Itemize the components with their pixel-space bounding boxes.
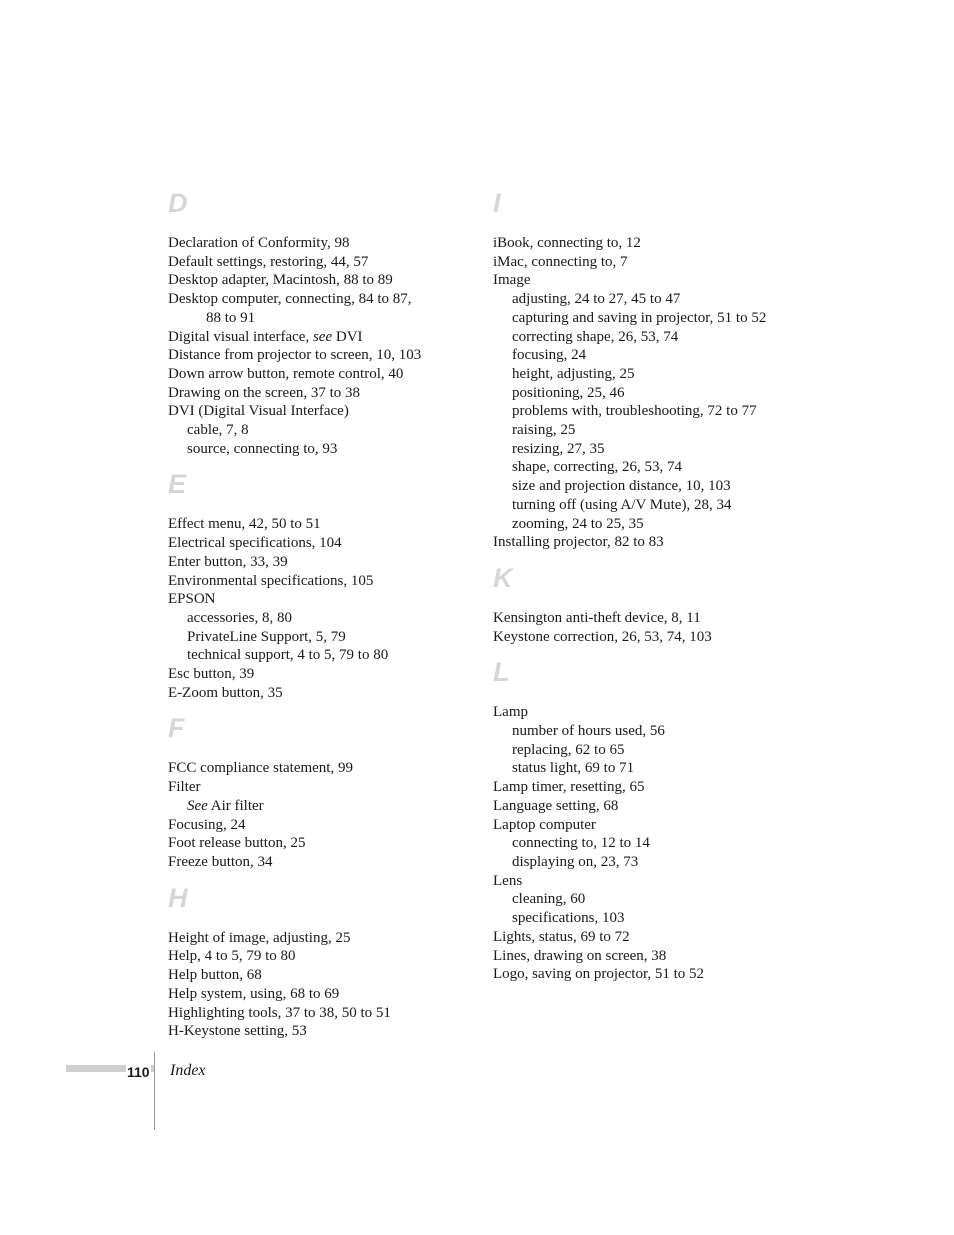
index-entry: Language setting, 68 bbox=[493, 797, 619, 814]
index-entry: Installing projector, 82 to 83 bbox=[493, 534, 664, 551]
entry-text: Digital visual interface, bbox=[168, 328, 313, 345]
index-entry: Environmental specifications, 105 bbox=[168, 572, 374, 589]
index-entry bbox=[168, 328, 468, 347]
index-entry: Lamp timer, resetting, 65 bbox=[493, 779, 645, 796]
index-section bbox=[168, 929, 468, 1041]
index-subentry: specifications, 103 bbox=[512, 910, 625, 927]
index-letter-heading: K bbox=[493, 562, 513, 593]
index-entry: Foot release button, 25 bbox=[168, 835, 306, 852]
page-number: 110 bbox=[127, 1064, 150, 1080]
index-subentry: height, adjusting, 25 bbox=[512, 365, 635, 382]
index-entry: Laptop computer bbox=[493, 816, 596, 833]
index-entry: Freeze button, 34 bbox=[168, 853, 273, 870]
index-entry: DVI (Digital Visual Interface) bbox=[168, 403, 349, 420]
index-subentry: displaying on, 23, 73 bbox=[512, 853, 639, 870]
index-subentry: connecting to, 12 to 14 bbox=[512, 835, 650, 852]
index-entry-continuation: 88 to 91 bbox=[206, 309, 256, 326]
index-entry: iMac, connecting to, 7 bbox=[493, 253, 628, 270]
index-letter-heading: F bbox=[168, 713, 185, 744]
running-footer-title: Index bbox=[170, 1062, 206, 1079]
index-section bbox=[168, 759, 468, 871]
index-entry: Focusing, 24 bbox=[168, 816, 246, 833]
index-entry: H-Keystone setting, 53 bbox=[168, 1023, 307, 1040]
index-entry: Declaration of Conformity, 98 bbox=[168, 235, 350, 251]
index-entry: Kensington anti-theft device, 8, 11 bbox=[493, 609, 701, 626]
entry-text: DVI bbox=[332, 328, 363, 345]
index-subentry: capturing and saving in projector, 51 to 52 bbox=[512, 309, 767, 326]
entry-text: Air filter bbox=[207, 797, 264, 814]
index-subentry: raising, 25 bbox=[512, 422, 576, 439]
index-subentry: positioning, 25, 46 bbox=[512, 384, 625, 401]
index-entry: FCC compliance statement, 99 bbox=[168, 760, 353, 777]
index-entry: Lights, status, 69 to 72 bbox=[493, 928, 630, 945]
see-reference: See bbox=[187, 797, 208, 814]
index-entry: Effect menu, 42, 50 to 51 bbox=[168, 516, 321, 533]
index-subentry: number of hours used, 56 bbox=[512, 723, 665, 740]
index-subentry: turning off (using A/V Mute), 28, 34 bbox=[512, 496, 732, 513]
index-section bbox=[493, 609, 823, 646]
index-entry: E-Zoom button, 35 bbox=[168, 684, 283, 701]
index-letter-heading: L bbox=[493, 657, 510, 688]
index-entry: Lines, drawing on screen, 38 bbox=[493, 947, 667, 964]
index-column-right bbox=[493, 188, 823, 995]
index-entry: Esc button, 39 bbox=[168, 666, 255, 683]
index-subentry: size and projection distance, 10, 103 bbox=[512, 478, 731, 495]
index-subentry: replacing, 62 to 65 bbox=[512, 741, 625, 758]
index-entry: Image bbox=[493, 272, 531, 289]
index-subentry: problems with, troubleshooting, 72 to 77 bbox=[512, 403, 757, 420]
index-entry: Distance from projector to screen, 10, 103 bbox=[168, 347, 422, 364]
index-entry: Logo, saving on projector, 51 to 52 bbox=[493, 966, 705, 983]
index-subentry: cleaning, 60 bbox=[512, 891, 586, 908]
index-subentry bbox=[168, 797, 468, 816]
index-letter-heading: D bbox=[168, 188, 188, 218]
index-entry: Height of image, adjusting, 25 bbox=[168, 929, 351, 946]
index-entry: Highlighting tools, 37 to 38, 50 to 51 bbox=[168, 1004, 391, 1021]
index-subentry: PrivateLine Support, 5, 79 bbox=[187, 628, 346, 645]
index-section bbox=[168, 515, 468, 702]
index-letter-heading: H bbox=[168, 882, 188, 913]
index-entry: Filter bbox=[168, 779, 201, 796]
index-entry: Help, 4 to 5, 79 to 80 bbox=[168, 948, 296, 965]
index-entry: EPSON bbox=[168, 591, 216, 608]
index-subentry: cable, 7, 8 bbox=[187, 422, 249, 439]
index-letter-heading: E bbox=[168, 469, 187, 500]
index-entry: Electrical specifications, 104 bbox=[168, 535, 342, 552]
index-entry: Help button, 68 bbox=[168, 967, 262, 984]
index-subentry: accessories, 8, 80 bbox=[187, 609, 292, 626]
index-entry: Help system, using, 68 to 69 bbox=[168, 985, 340, 1002]
index-subentry: status light, 69 to 71 bbox=[512, 760, 635, 777]
see-reference: see bbox=[312, 328, 333, 345]
index-section bbox=[168, 234, 468, 458]
index-subentry: shape, correcting, 26, 53, 74 bbox=[512, 459, 682, 476]
index-entry: Down arrow button, remote control, 40 bbox=[168, 365, 404, 382]
index-letter-heading: I bbox=[493, 188, 501, 218]
index-subentry: focusing, 24 bbox=[512, 347, 587, 364]
index-subentry: zooming, 24 to 25, 35 bbox=[512, 515, 644, 532]
index-entry: Desktop adapter, Macintosh, 88 to 89 bbox=[168, 272, 393, 289]
index-subentry: technical support, 4 to 5, 79 to 80 bbox=[187, 647, 389, 664]
index-entry: Lamp bbox=[493, 704, 528, 721]
index-subentry: source, connecting to, 93 bbox=[187, 440, 338, 457]
index-entry: iBook, connecting to, 12 bbox=[493, 235, 641, 251]
index-entry: Drawing on the screen, 37 to 38 bbox=[168, 384, 361, 401]
index-section bbox=[493, 234, 823, 552]
index-subentry: resizing, 27, 35 bbox=[512, 440, 605, 457]
index-entry: Enter button, 33, 39 bbox=[168, 553, 288, 570]
index-entry: Lens bbox=[493, 872, 523, 889]
index-section bbox=[493, 703, 823, 984]
index-entry: Desktop computer, connecting, 84 to 87, bbox=[168, 291, 412, 308]
index-entry: Keystone correction, 26, 53, 74, 103 bbox=[493, 628, 712, 645]
index-column-left bbox=[168, 188, 468, 1052]
footer-divider bbox=[154, 1052, 155, 1130]
index-subentry: adjusting, 24 to 27, 45 to 47 bbox=[512, 291, 681, 308]
index-subentry: correcting shape, 26, 53, 74 bbox=[512, 328, 679, 345]
index-entry: Default settings, restoring, 44, 57 bbox=[168, 253, 369, 270]
